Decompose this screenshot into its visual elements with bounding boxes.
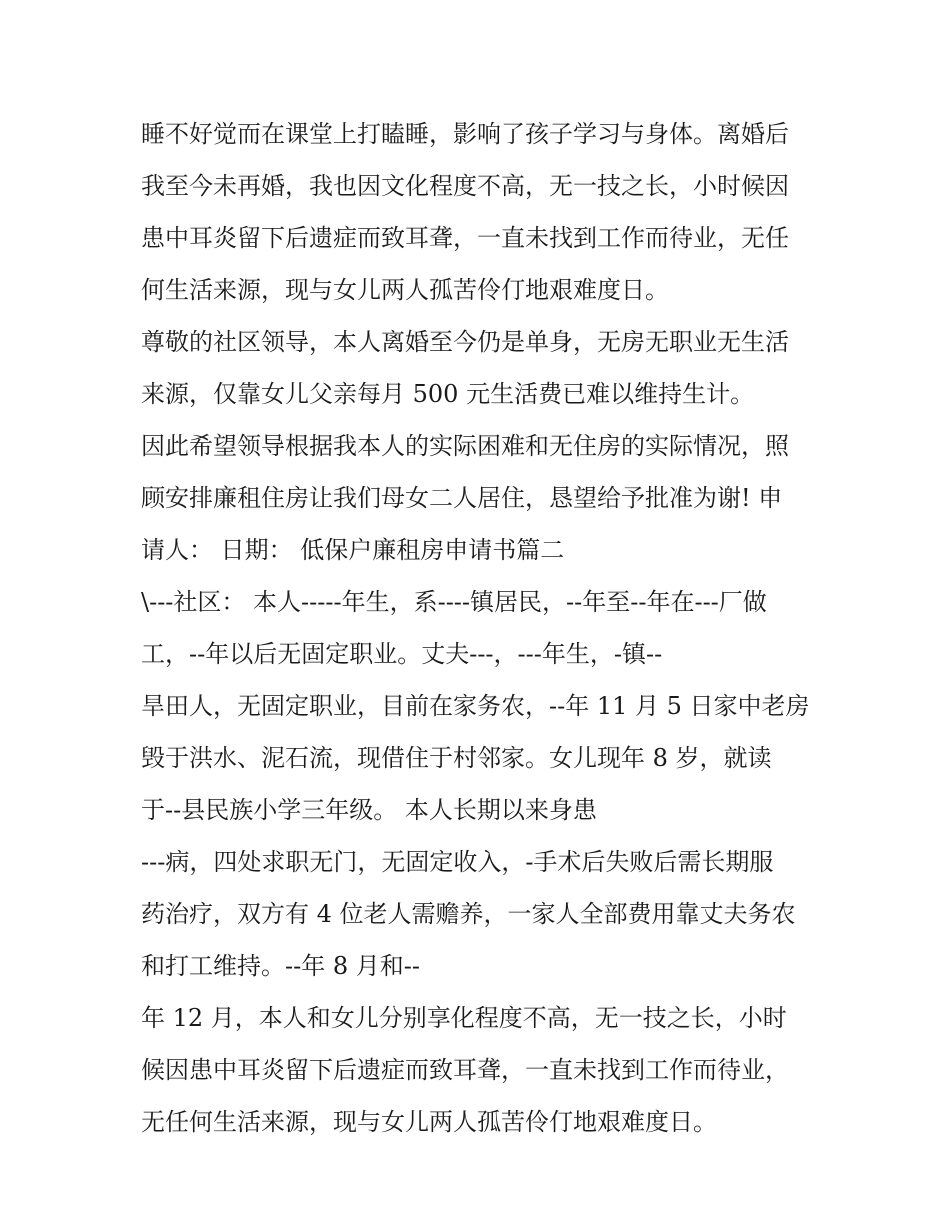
text-line: 无任何生活来源，现与女儿两人孤苦伶仃地艰难度日。 [141, 1108, 717, 1136]
text-line: 请人： 日期： 低保户廉租房申请书篇二 [141, 536, 565, 564]
text-line: ---病，四处求职无门，无固定收入，-手术后失败后需长期服 [141, 848, 774, 876]
text-line: 来源，仅靠女儿父亲每月 500 元生活费已难以维持生计。 [141, 380, 755, 408]
text-line: 年 12 月，本人和女儿分别享化程度不高，无一技之长，小时 [141, 1004, 787, 1032]
text-line: \---社区： 本人-----年生，系----镇居民，--年至--年在---厂做 [141, 588, 767, 616]
text-line: 因此希望领导根据我本人的实际困难和无住房的实际情况，照 [141, 432, 789, 460]
text-line: 工，--年以后无固定职业。丈夫---，---年生，-镇-- [141, 640, 663, 668]
text-line: 毁于洪水、泥石流，现借住于村邻家。女儿现年 8 岁，就读 [141, 744, 772, 772]
text-line: 患中耳炎留下后遗症而致耳聋，一直未找到工作而待业，无任 [141, 224, 789, 252]
text-line: 尊敬的社区领导，本人离婚至今仍是单身，无房无职业无生活 [141, 328, 789, 356]
text-line: 我至今未再婚，我也因文化程度不高，无一技之长，小时候因 [141, 172, 789, 200]
document-body [141, 108, 831, 1148]
text-line: 顾安排廉租住房让我们母女二人居住，恳望给予批准为谢! 申 [141, 484, 783, 512]
text-line: 药治疗，双方有 4 位老人需赡养，一家人全部费用靠丈夫务农 [141, 900, 796, 928]
text-line: 和打工维持。--年 8 月和-- [141, 952, 420, 980]
text-line: 于--县民族小学三年级。 本人长期以来身患 [141, 796, 597, 824]
text-line: 何生活来源，现与女儿两人孤苦伶仃地艰难度日。 [141, 276, 669, 304]
text-line: 睡不好觉而在课堂上打瞌睡，影响了孩子学习与身体。离婚后 [141, 120, 789, 148]
text-line: 候因患中耳炎留下后遗症而致耳聋，一直未找到工作而待业， [141, 1056, 789, 1084]
text-line: 旱田人，无固定职业，目前在家务农，--年 11 月 5 日家中老房 [141, 692, 810, 720]
